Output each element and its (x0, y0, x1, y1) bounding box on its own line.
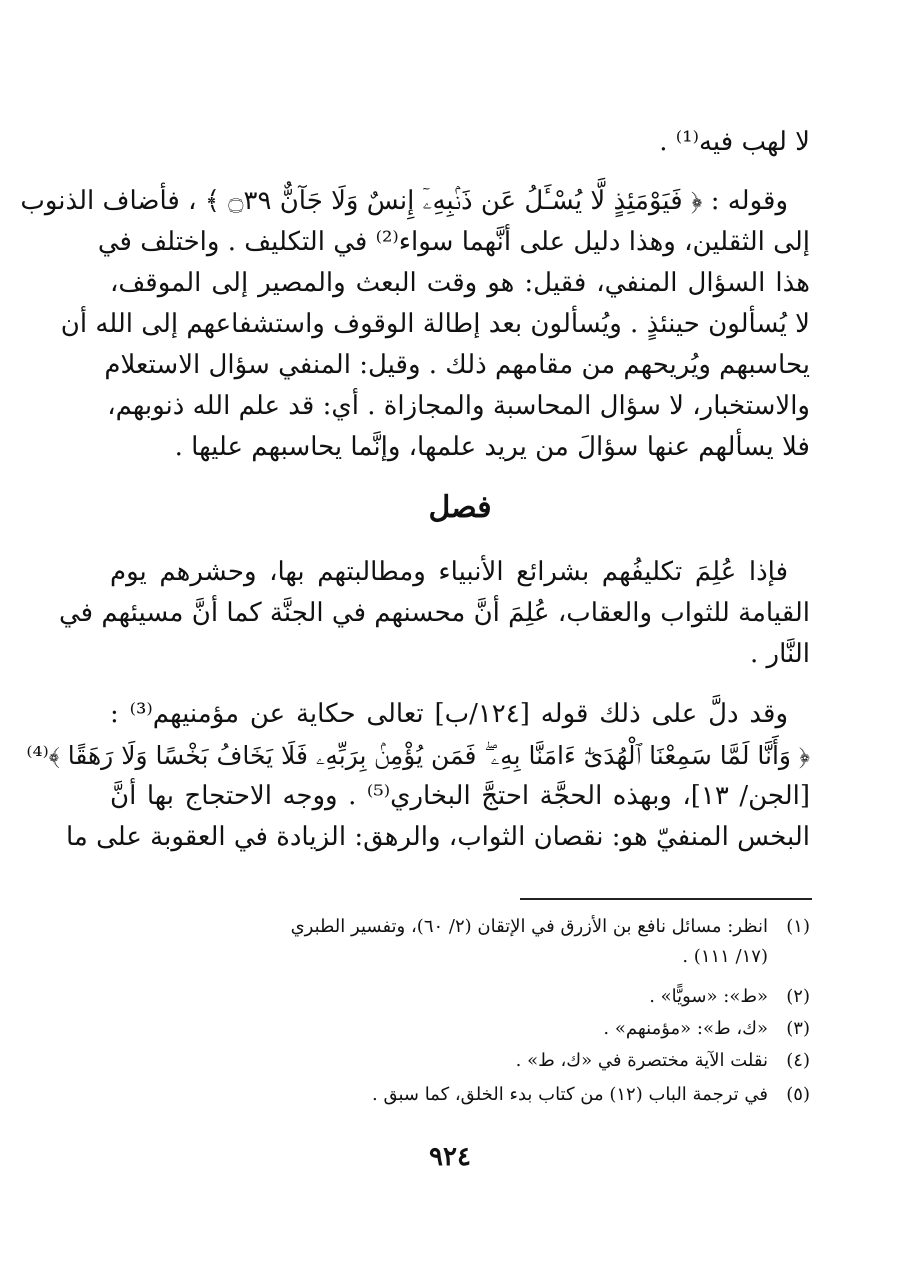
footnote-3 (110, 1014, 810, 1044)
footnote-1 (110, 912, 810, 972)
footnote-number: (٣) (786, 1018, 810, 1039)
text-line: [الجن/ ١٣]، وبهذه الحجَّة احتجَّ البخاري⁽⁵⁾ . ووجه الاحتجاج بها أنَّ (110, 781, 810, 811)
footnote-continuation: (١٧/ ١١١) . (682, 946, 768, 967)
text-line: لا يُسألون حينئذٍ . ويُسألون بعد إطالة الوقوف واستشفاعهم إلى الله أن (60, 309, 810, 339)
text-line: القيامة للثواب والعقاب، عُلِمَ أنَّ محسنهم في الجنَّة كما أنَّ مسيئهم في (59, 598, 810, 628)
text-line: النَّار . (750, 639, 810, 669)
footnote-text: «ط»: «سويًّا» . (649, 986, 768, 1007)
footnote-text: انظر: مسائل نافع بن الأزرق في الإتقان (٢/ ٦٠)، وتفسير الطبري (290, 916, 768, 937)
text-line: وقوله : ﴿ فَيَوْمَئِذٍ لَّا يُسْـَٔلُ عَن ذَنۢبِهِۦٓ إِنسٌ وَلَا جَآنٌّ ۝٣٩ ﴾ ، فأضاف الذنوب (20, 186, 788, 216)
text-line: يحاسبهم ويُريحهم من مقامهم ذلك . وقيل: المنفي سؤال الاستعلام (104, 350, 810, 380)
text-line: فإذا عُلِمَ تكليفُهم بشرائع الأنبياء ومطالبتهم بها، وحشرهم يوم (110, 557, 788, 587)
text-line: إلى الثقلين، وهذا دليل على أنَّهما سواء⁽²⁾ في التكليف . واختلف في (97, 227, 810, 257)
footnote-number: (٥) (786, 1084, 810, 1105)
text-line: فلا يسألهم عنها سؤالَ من يريد علمها، وإنَّما يحاسبهم عليها . (174, 432, 810, 462)
footnote-2 (110, 982, 810, 1012)
paragraph-2 (20, 181, 810, 468)
footnote-number: (٤) (786, 1050, 810, 1071)
paragraph-1 (110, 122, 810, 163)
footnote-text: في ترجمة الباب (١٢) من كتاب بدء الخلق، كما سبق . (372, 1084, 768, 1105)
text-line: وقد دلَّ على ذلك قوله [١٢٤/ب] تعالى حكاية عن مؤمنيهم⁽³⁾ : (110, 699, 789, 729)
page-number: ٩٢٤ (429, 1142, 471, 1172)
footnote-number: (١) (786, 916, 810, 937)
text-line: والاستخبار، لا سؤال المحاسبة والمجازاة . أي: قد علم الله ذنوبهم، (107, 391, 810, 421)
quran-verse-line: ﴿ وَأَنَّا لَمَّا سَمِعْنَا ٱلْهُدَىٰٓ ءَامَنَّا بِهِۦ ۖ فَمَن يُؤْمِنۢ بِرَبِّهِۦ فَلَا يَخَافُ بَخْسًا وَلَا رَهَقًا ﴾⁽⁴⁾ (26, 741, 810, 770)
paragraph-4 (26, 694, 810, 858)
footnote-5 (110, 1080, 810, 1110)
section-heading: فصل (428, 490, 492, 525)
footnote-number: (٢) (786, 986, 810, 1007)
text-line: البخس المنفيّ هو: نقصان الثواب، والرهق: الزيادة في العقوبة على ما (65, 822, 810, 852)
text-line: هذا السؤال المنفي، فقيل: هو وقت البعث والمصير إلى الموقف، (110, 268, 810, 298)
text-line: لا لهب فيه⁽¹⁾ . (659, 127, 810, 157)
paragraph-3 (59, 552, 810, 675)
footnote-text: نقلت الآية مختصرة في «ك، ط» . (515, 1050, 768, 1071)
footnote-4 (110, 1046, 810, 1076)
footnote-divider (520, 898, 812, 900)
footnote-text: «ك، ط»: «مؤمنهم» . (603, 1018, 768, 1039)
